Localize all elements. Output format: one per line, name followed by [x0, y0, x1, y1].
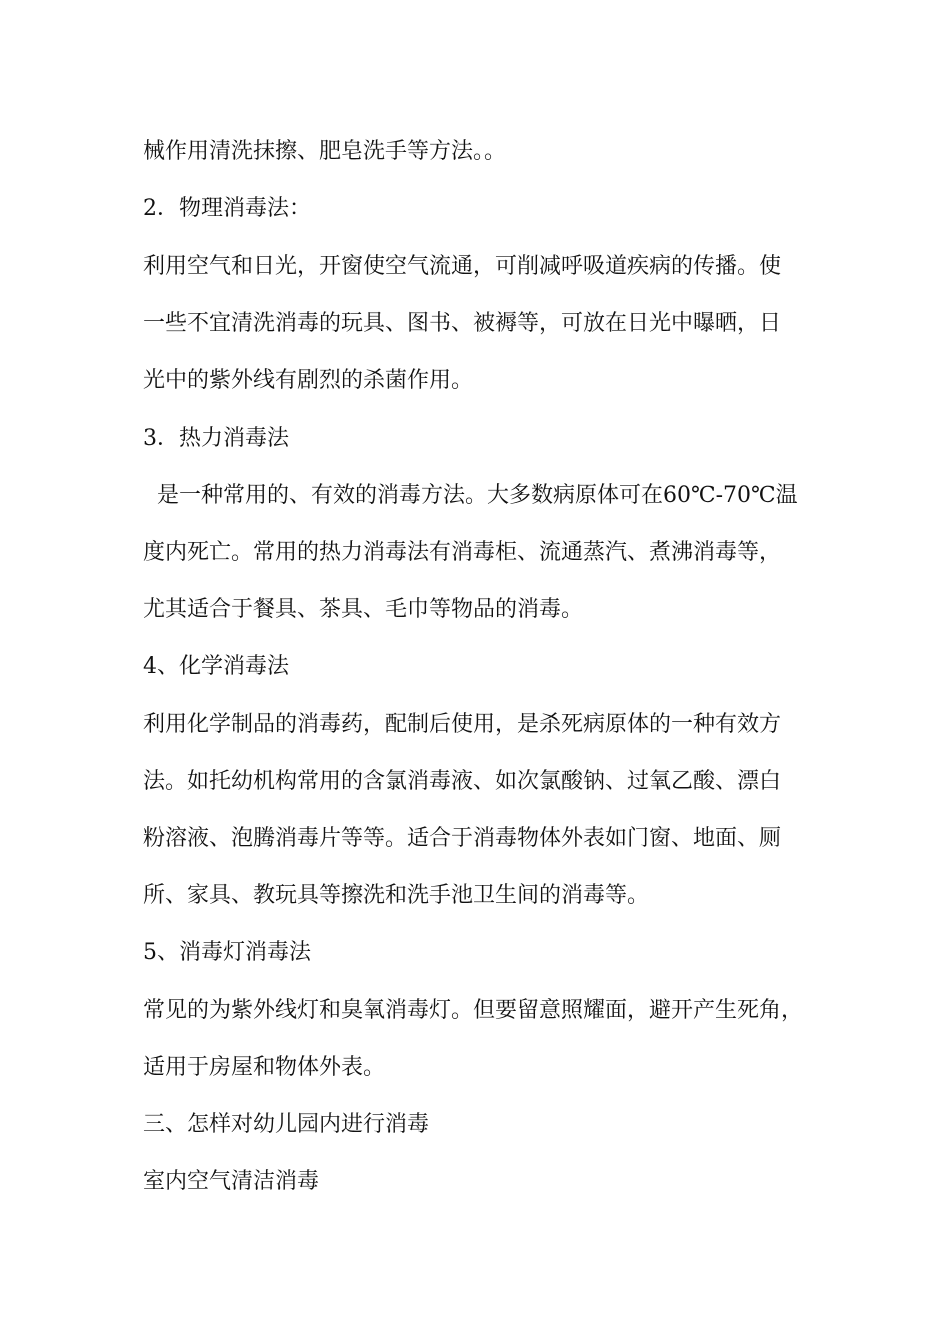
paragraph-line: 利用化学制品的消毒药，配制后使用，是杀死病原体的一种有效方 [143, 712, 782, 737]
paragraph-line: 度内死亡。常用的热力消毒法有消毒柜、流通蒸汽、煮沸消毒等， [143, 540, 782, 565]
paragraph-line: 适用于房屋和物体外表。 [143, 1055, 386, 1080]
paragraph-line: 粉溶液、泡腾消毒片等等。适合于消毒物体外表如门窗、地面、厕 [143, 826, 782, 851]
paragraph-line: 所、家具、教玩具等擦洗和洗手池卫生间的消毒等。 [143, 883, 650, 908]
section-heading: 3．热力消毒法 [143, 426, 289, 451]
paragraph-line: 常见的为紫外线灯和臭氧消毒灯。但要留意照耀面，避开产生死角， [143, 998, 804, 1023]
section-heading: 2．物理消毒法： [143, 196, 311, 221]
subsection-heading: 室内空气清洁消毒 [143, 1169, 320, 1194]
paragraph-line: 尤其适合于餐具、茶具、毛巾等物品的消毒。 [143, 597, 584, 622]
paragraph-line: 光中的紫外线有剧烈的杀菌作用。 [143, 368, 474, 393]
paragraph-line: 是一种常用的、有效的消毒方法。大多数病原体可在60℃-70℃温 [143, 483, 798, 508]
paragraph-line: 一些不宜清洗消毒的玩具、图书、被褥等，可放在日光中曝晒，日 [143, 311, 782, 336]
section-heading: 4、化学消毒法 [143, 654, 289, 679]
section-heading: 三、怎样对幼儿园内进行消毒 [143, 1112, 430, 1137]
paragraph-line: 利用空气和日光，开窗使空气流通，可削减呼吸道疾病的传播。使 [143, 254, 782, 279]
section-heading: 5、消毒灯消毒法 [143, 940, 311, 965]
paragraph-line: 械作用清洗抹擦、肥皂洗手等方法。。 [143, 139, 507, 164]
paragraph-line: 法。如托幼机构常用的含氯消毒液、如次氯酸钠、过氧乙酸、漂白 [143, 769, 782, 794]
